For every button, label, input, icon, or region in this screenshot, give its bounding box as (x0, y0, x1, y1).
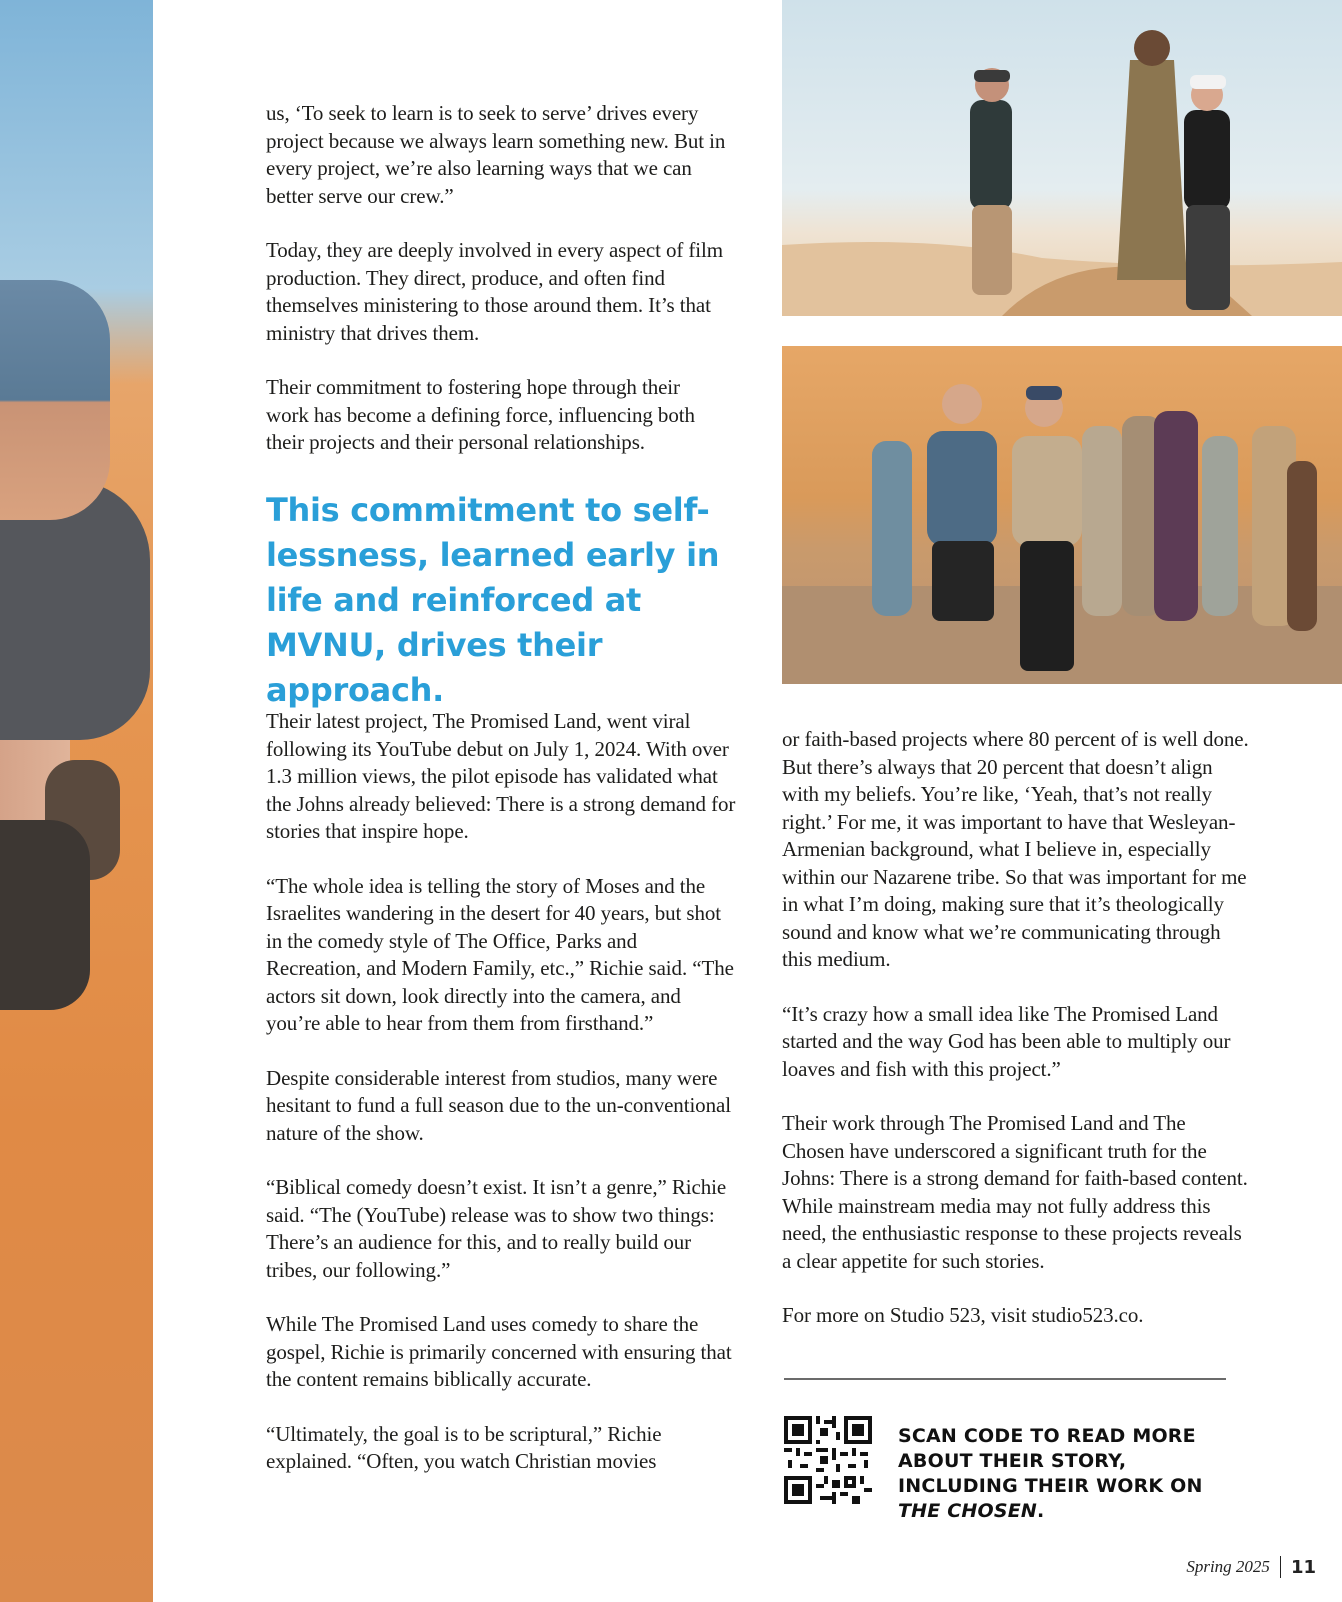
page-footer (1186, 1556, 1316, 1578)
photo-crew-with-actor (782, 0, 1342, 316)
pull-quote: This commitment to self-lessness, learned early in life and reinforced at MVNU, drives their approach. (266, 491, 720, 709)
paragraph: While The Promised Land uses comedy to share the gospel, Richie is primarily concerned with ensuring that the content remains biblically accurate. (266, 1312, 732, 1391)
paragraph: us, ‘To seek to learn is to seek to serve’ drives every project because we always learn something new. But in every project, we’re also learning ways that we can better serve our crew.” (266, 101, 726, 208)
right-column (782, 726, 1252, 1357)
cta-show-title: THE CHOSEN (898, 1500, 1038, 1522)
divider (784, 1378, 1226, 1380)
paragraph: For more on Studio 523, visit studio523.co. (782, 1303, 1144, 1327)
cta-text: SCAN CODE TO READ MORE ABOUT THEIR STORY, INCLUDING THEIR WORK ON (898, 1425, 1203, 1497)
paragraph: Their latest project, The Promised Land, went viral following its YouTube debut on July 1, 2024. With over 1.3 million views, the pilot episode has validated what the Johns already believed: There is a strong demand for stories that inspire hope. (266, 709, 736, 843)
cta-end: . (1037, 1500, 1045, 1522)
left-column-bottom (266, 708, 736, 1503)
paragraph: Today, they are deeply involved in every aspect of film production. They direct, produce, and often find themselves ministering to those around them. It’s that ministry that drives them. (266, 238, 724, 345)
left-photo-person-on-sand (0, 0, 153, 1602)
paragraph: Despite considerable interest from studios, many were hesitant to fund a full season due to the un-conventional nature of the show. (266, 1065, 731, 1145)
page-number: 11 (1290, 1556, 1316, 1578)
scan-code-callout (898, 1424, 1238, 1524)
paragraph: Their work through The Promised Land and The Chosen have underscored a significant truth for the Johns: There is a strong demand for faith-based content. While mainstream media may not fully address this need, the enthusiastic response to these projects reveals a clear appetite for such stories. (782, 1111, 1248, 1273)
paragraph: Their commitment to fostering hope through their work has become a defining force, influencing both their projects and their personal relationships. (266, 375, 695, 454)
qr-code-icon[interactable] (784, 1416, 872, 1504)
paragraph: or faith-based projects where 80 percent of is well done. But there’s always that 20 percent that doesn’t align with my beliefs. You’re like, ‘Yeah, that’s not really right.’ For me, it was important to have that Wesleyan-Armenian background, what I believe in, especially within our Nazarene tribe. So that was important for me in what I’m doing, making sure that it’s theologically sound and know what we’re communicating through this medium. (782, 727, 1249, 971)
paragraph: “It’s crazy how a small idea like The Promised Land started and the way God has been able to multiply our loaves and fish with this project.” (782, 1001, 1231, 1081)
footer-separator (1280, 1556, 1281, 1578)
paragraph: “Biblical comedy doesn’t exist. It isn’t a genre,” Richie said. “The (YouTube) release was to show two things: There’s an audience for this, and to really build our tribes, our following.” (266, 1175, 727, 1282)
left-column-top (266, 100, 726, 484)
issue-label: Spring 2025 (1186, 1557, 1270, 1576)
photo-crew-with-cast (782, 346, 1342, 684)
paragraph: “The whole idea is telling the story of Moses and the Israelites wandering in the desert for 40 years, but shot in the comedy style of The Office, Parks and Recreation, and Modern Family, etc.,” Richie said. “The actors sit down, look directly into the camera, and you’re able to hear from them from firsthand.” (266, 873, 734, 1035)
paragraph: “Ultimately, the goal is to be scriptural,” Richie explained. “Often, you watch Christian movies (266, 1421, 662, 1473)
